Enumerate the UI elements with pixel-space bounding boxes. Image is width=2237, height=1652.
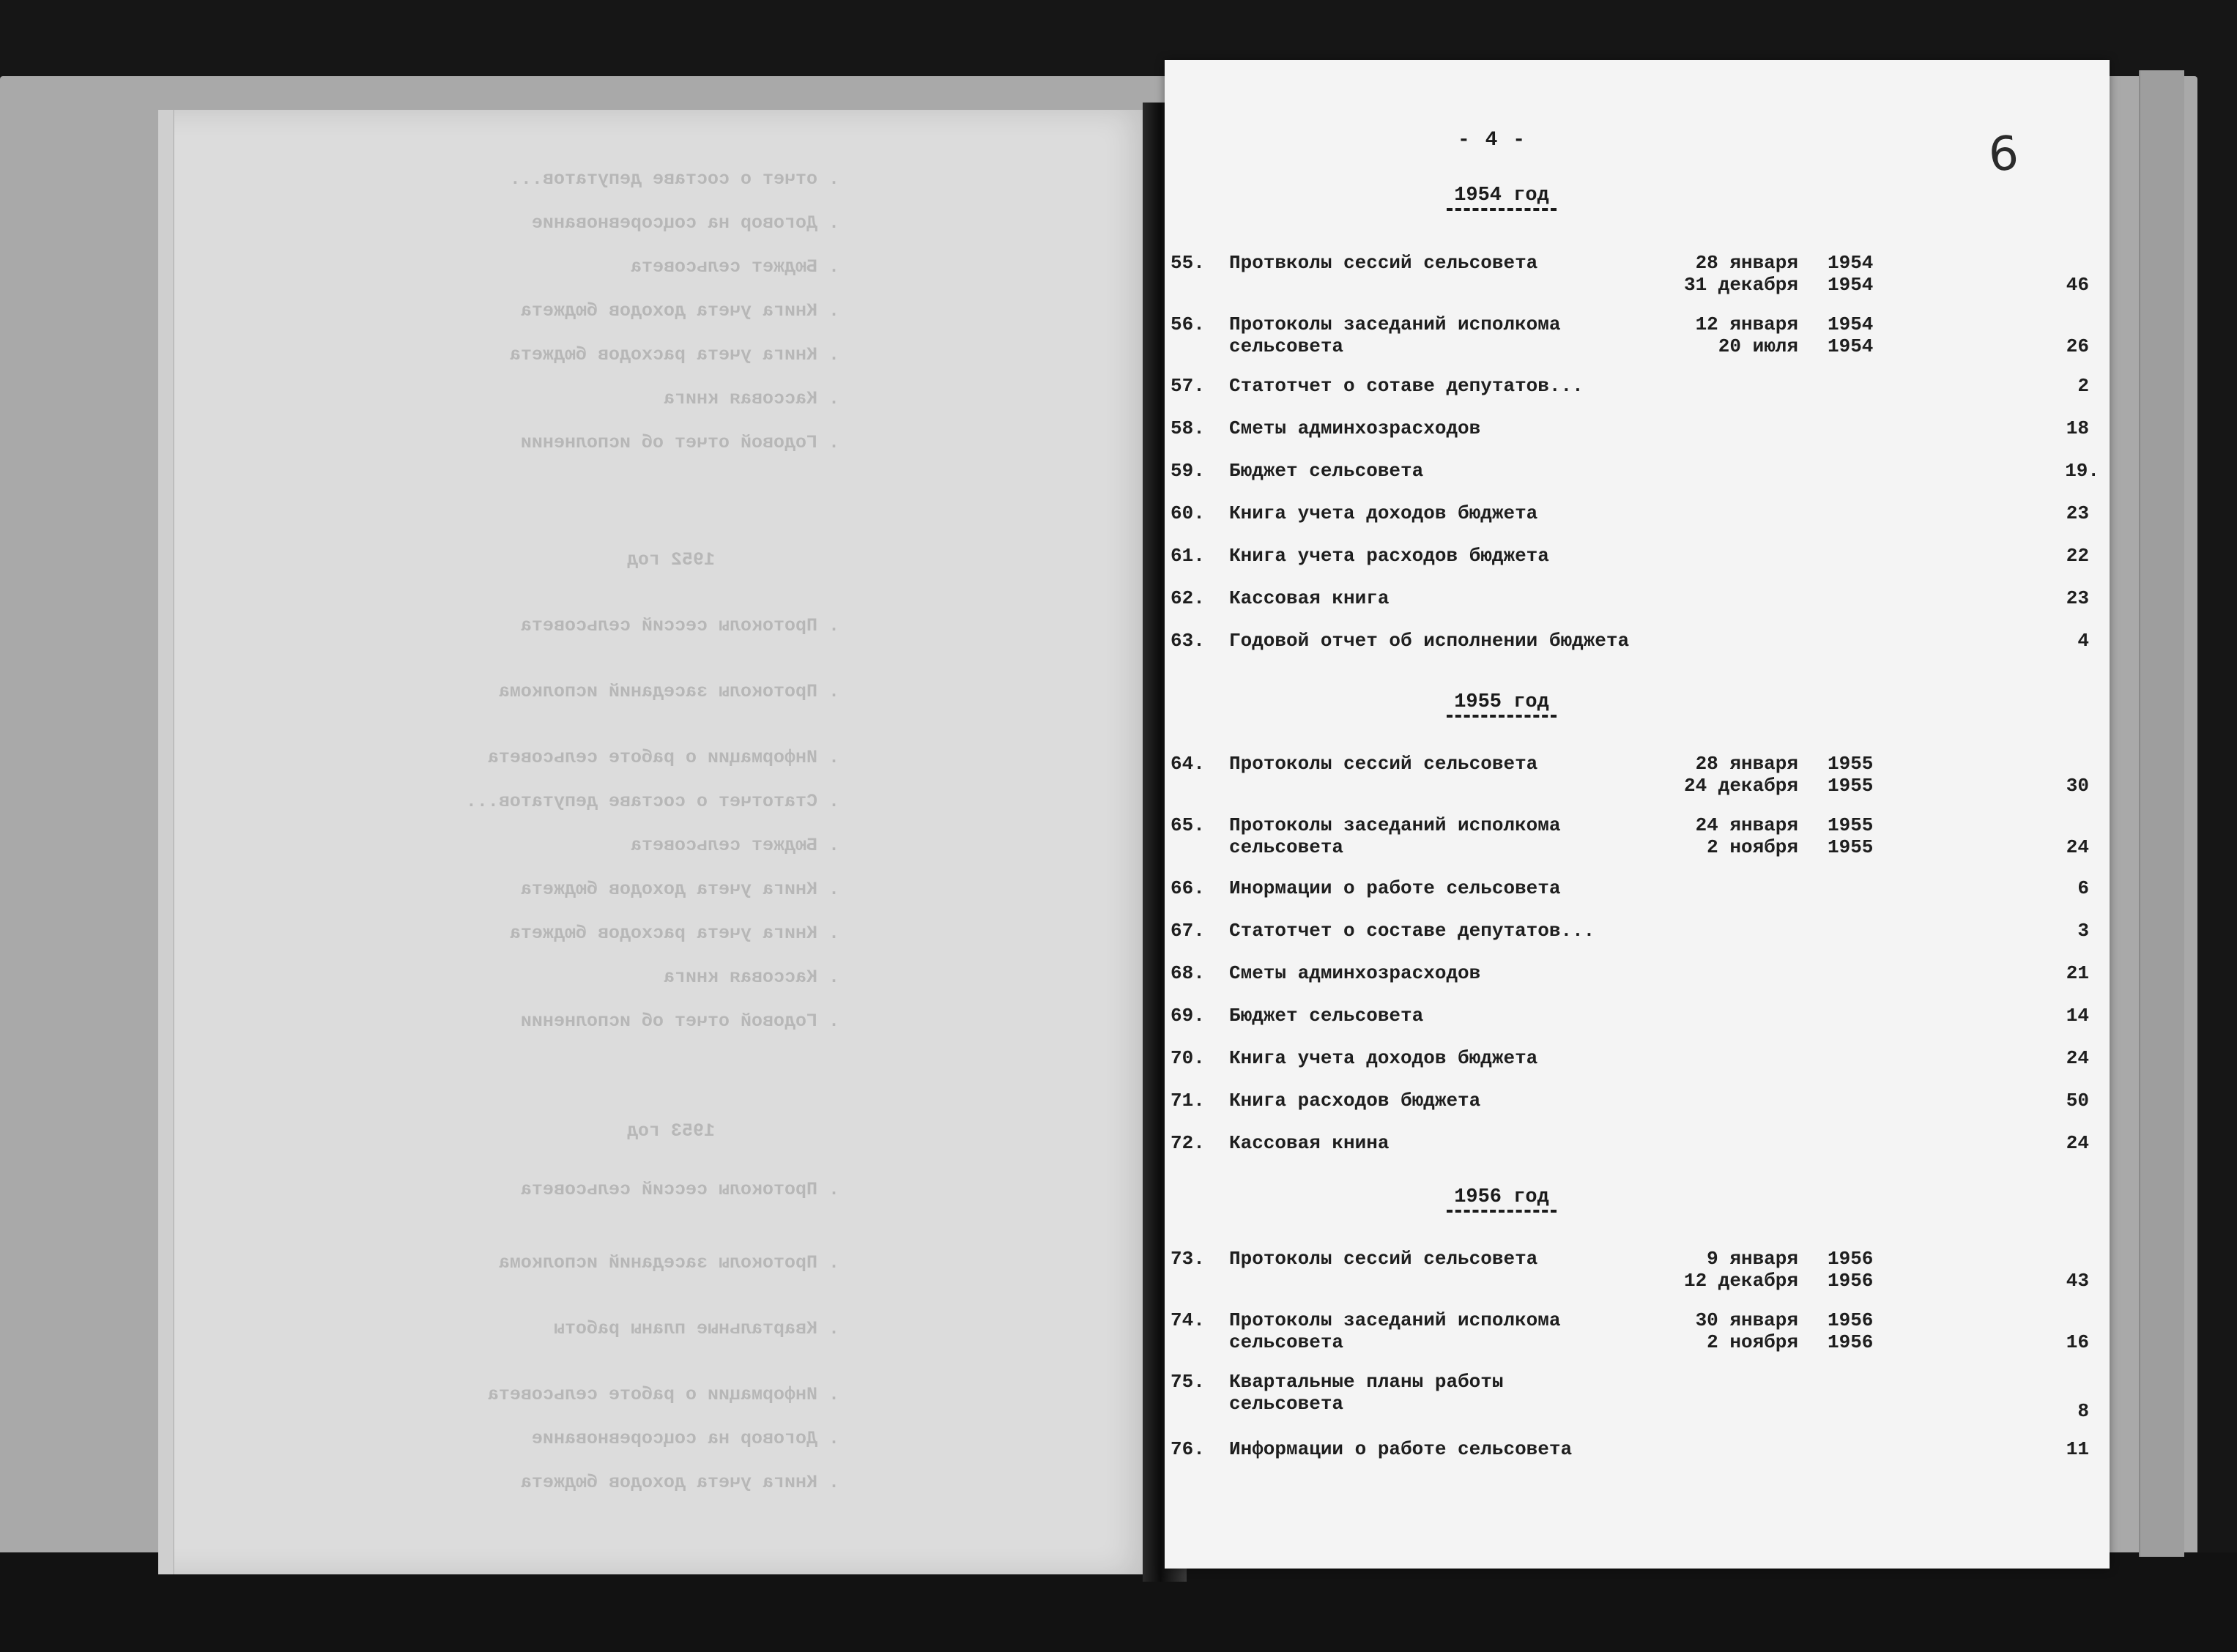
entry-number: 61. [1171,545,1205,567]
list-item [1165,1371,2110,1422]
entry-end-date: 12 декабря [1683,1270,1798,1292]
list-item [1165,753,2110,804]
list-item [1165,1248,2110,1299]
entry-title: Инормации о работе сельсовета [1229,877,1561,899]
entry-title: Кассовая книна [1229,1132,1390,1154]
entry-start-date: 30 января [1695,1309,1798,1331]
document-page [1165,60,2110,1569]
entry-start-year: 1954 [1828,252,1874,274]
entry-sheet-count: 11 [2066,1438,2089,1460]
entry-sheet-count: 22 [2066,545,2089,567]
entry-title-continued: сельсовета [1229,1393,1344,1415]
entry-title: Квартальные планы работы [1229,1371,1504,1393]
entry-title-continued: сельсовета [1229,836,1344,858]
left-page-show-through [158,110,1154,1574]
entry-number: 70. [1171,1047,1205,1069]
entry-sheet-count: 18 [2066,417,2089,439]
entry-number: 68. [1171,962,1205,984]
entry-sheet-count: 14 [2066,1005,2089,1027]
entry-number: 67. [1171,920,1205,942]
list-item [1165,1309,2110,1361]
entry-number: 59. [1171,460,1205,482]
entry-end-date: 24 декабря [1683,775,1798,797]
entry-end-date: 20 июля [1718,335,1798,357]
handwritten-folio-number: 6 [1986,126,2021,183]
year-label: 1956 год [1454,1186,1549,1208]
entry-start-year: 1956 [1828,1248,1874,1270]
entry-sheet-count: 21 [2066,962,2089,984]
entry-title: Протоколы сессий сельсовета [1229,1248,1538,1270]
entry-start-year: 1955 [1828,814,1874,836]
entry-number: 60. [1171,502,1205,524]
entry-title: Информации о работе сельсовета [1229,1438,1573,1460]
entry-number: 71. [1171,1090,1205,1112]
entry-end-year: 1956 [1828,1331,1874,1353]
entry-sheet-count: 19. [2065,460,2099,482]
entry-sheet-count: 2 [2077,375,2089,397]
entry-title: Сметы админхозрасходов [1229,962,1481,984]
entry-title-continued: сельсовета [1229,1331,1344,1353]
list-item [1165,252,2110,303]
entry-sheet-count: 24 [2066,1132,2089,1154]
entry-sheet-count: 30 [2066,775,2089,797]
page-number: - 4 - [1458,129,1527,152]
entry-sheet-count: 26 [2066,335,2089,357]
entry-sheet-count: 8 [2077,1400,2089,1422]
entry-title: Статотчет о составе депутатов... [1229,920,1595,942]
entry-title: Протоколы заседаний исполкома [1229,313,1561,335]
entry-title: Годовой отчет об исполнении бюджета [1229,630,1630,652]
mirrored-bleed-through: . отчет о составе депутатов... . Договор на соцсоревнование . Бюджет сельсовета . Книга учета доходов бюджета . Книга учета расходов бюджета . Кассовая книга . Годовой отчет об исполнении 1952 год . Протоколы сессий сельсовета . Протоколы заседаний исполкома . Информации о работе сельсовета . Статотчет о составе депутатов... . Бюджет сельсовета . Книга учета доходов бюджета . Книга учета расходов бюджета . Кассовая книга . Годовой отчет об исполнении 1953 год . Протоколы сессий сельсовета . Протоколы заседаний исполкома . Квартальные планы работы . Информации о работе сельсовета . Договор на соцсоревнование . Книга учета доходов бюджета [465,168,839,1493]
entry-sheet-count: 24 [2066,1047,2089,1069]
entry-end-year: 1956 [1828,1270,1874,1292]
entry-end-year: 1954 [1828,335,1874,357]
entry-number: 57. [1171,375,1205,397]
section-year-heading [1384,1186,1619,1213]
entry-number: 72. [1171,1132,1205,1154]
list-item [1165,313,2110,365]
entry-title: Книга расходов бюджета [1229,1090,1481,1112]
entry-start-year: 1954 [1828,313,1874,335]
entry-title: Статотчет о сотаве депутатов... [1229,375,1584,397]
entry-title: Кассовая книга [1229,587,1390,609]
entry-number: 76. [1171,1438,1205,1460]
entry-title: Бюджет сельсовета [1229,460,1424,482]
entry-end-year: 1954 [1828,274,1874,296]
year-label: 1955 год [1454,691,1549,713]
entry-title: Книга учета доходов бюджета [1229,502,1538,524]
entry-end-date: 2 ноября [1707,1331,1798,1353]
entry-title-continued: сельсовета [1229,335,1344,357]
entry-title: Сметы админхозрасходов [1229,417,1481,439]
entry-number: 56. [1171,313,1205,335]
entry-end-year: 1955 [1828,836,1874,858]
entry-sheet-count: 43 [2066,1270,2089,1292]
entry-sheet-count: 16 [2066,1331,2089,1353]
entry-start-year: 1956 [1828,1309,1874,1331]
entry-title: Протоколы заседаний исполкома [1229,1309,1561,1331]
year-underline [1447,1210,1557,1213]
entry-sheet-count: 50 [2066,1090,2089,1112]
entry-sheet-count: 23 [2066,502,2089,524]
entry-title: Протвколы сессий сельсовета [1229,252,1538,274]
list-item [1165,814,2110,866]
year-label: 1954 год [1454,185,1549,206]
entry-title: Книга учета расходов бюджета [1229,545,1549,567]
section-year-heading [1384,691,1619,718]
entry-title: Книга учета доходов бюджета [1229,1047,1538,1069]
entry-title: Протоколы сессий сельсовета [1229,753,1538,775]
entry-number: 65. [1171,814,1205,836]
list-item [1165,630,2110,681]
entry-number: 63. [1171,630,1205,652]
entry-start-date: 24 января [1695,814,1798,836]
year-underline [1447,208,1557,211]
entry-number: 55. [1171,252,1205,274]
entry-start-date: 28 января [1695,753,1798,775]
entry-number: 66. [1171,877,1205,899]
entry-number: 62. [1171,587,1205,609]
entry-title: Бюджет сельсовета [1229,1005,1424,1027]
entry-end-year: 1955 [1828,775,1874,797]
entry-number: 58. [1171,417,1205,439]
list-item [1165,1132,2110,1183]
year-underline [1447,715,1557,718]
entry-number: 75. [1171,1371,1205,1393]
entry-end-date: 2 ноября [1707,836,1798,858]
entry-sheet-count: 4 [2077,630,2089,652]
entry-number: 69. [1171,1005,1205,1027]
entry-number: 73. [1171,1248,1205,1270]
entry-end-date: 31 декабря [1683,274,1798,296]
entry-start-date: 28 января [1695,252,1798,274]
section-year-heading [1384,185,1619,211]
entry-number: 64. [1171,753,1205,775]
entry-number: 74. [1171,1309,1205,1331]
entry-title: Протоколы заседаний исполкома [1229,814,1561,836]
entry-start-year: 1955 [1828,753,1874,775]
entry-sheet-count: 46 [2066,274,2089,296]
entry-start-date: 9 января [1707,1248,1798,1270]
entry-start-date: 12 января [1695,313,1798,335]
entry-sheet-count: 3 [2077,920,2089,942]
entry-sheet-count: 23 [2066,587,2089,609]
entry-sheet-count: 24 [2066,836,2089,858]
list-item [1165,1438,2110,1489]
entry-sheet-count: 6 [2077,877,2089,899]
folder-edge [2139,70,2184,1557]
